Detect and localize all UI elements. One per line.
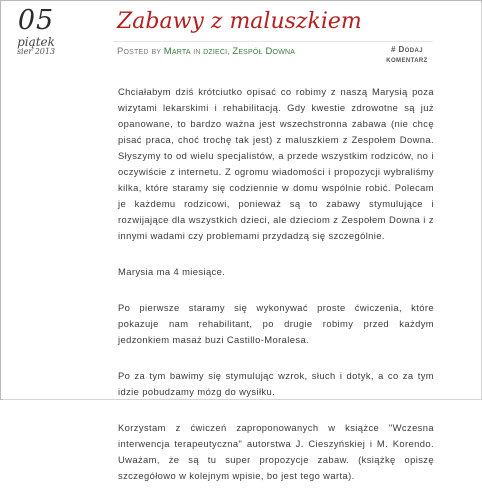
post-body: [118, 84, 434, 504]
post-paragraph: Chciałabym dziś krótciutko opisać co robimy z naszą Marysią poza wizytami lekarskimi i rehabilitacją. Gdy kwestie zdrowotne są już opanowane, to bardzo ważna jest wszechstronna zabawa (nie chcę pisać praca, choć trochę tak jest) z maluszkiem z Zespołem Downa. Słyszymy to od wielu specjalistów, a przede wszystkim rodziców, no i oczywiście z internetu. Z ogromu wiadomości i propozycji wybraliśmy kilka, które staramy się codziennie w domu wspólnie robić. Polecam je każdemu rodzicowi, ponieważ są to zabawy stymulujące i rozwijające dla wszystkich dzieci, ale dzieciom z Zespołem Downa i z innymi wadami czy problemami przydadzą się szczególnie.: [118, 86, 434, 241]
post-paragraph: Po za tym bawimy się stymulując wzrok, słuch i dotyk, a co za tym idzie pobudzamy mózg do wysiłku.: [118, 370, 434, 397]
category-link-zespol-downa[interactable]: Zespół Downa: [232, 46, 296, 57]
post-title[interactable]: Zabawy z maluszkiem: [117, 9, 362, 34]
in-label: in: [193, 46, 201, 57]
date-month-year: sier 2013: [16, 47, 56, 56]
post-paragraph: Po pierwsze staramy się wykonywać proste ćwiczenia, które pokazuje nam rehabilitant, po drugie robimy przed każdym jedzonkiem masaż buzi Castillo-Moralesa.: [118, 302, 434, 345]
add-comment-line-1: # Dodaj: [391, 45, 423, 54]
post-paragraph: Korzystam z ćwiczeń zaproponowanych w książce "Wczesna interwencja terapeutyczna" autorstwa J. Cieszyńskiej i M. Korendo. Uważam, że są tu super propozycje zabaw. (książkę opiszę szczegółowo w kolejnym wpisie, bo jest tego warta).: [118, 422, 434, 481]
frame-shadow-bottom: [3, 399, 482, 400]
post-date: [5, 7, 67, 57]
title-divider: [113, 41, 433, 42]
author-link[interactable]: Marta: [163, 46, 191, 57]
add-comment-line-2: komentarz: [386, 55, 428, 64]
date-weekday: piątek: [17, 35, 55, 49]
category-link-dzieci[interactable]: dzieci: [203, 46, 228, 57]
post-paragraph: Marysia ma 4 miesiące.: [118, 266, 226, 277]
post-meta: [117, 45, 295, 58]
date-day: 05: [17, 5, 55, 36]
add-comment-link[interactable]: [381, 45, 433, 65]
category-separator: ,: [227, 46, 230, 56]
posted-by-label: Posted by: [117, 46, 162, 57]
